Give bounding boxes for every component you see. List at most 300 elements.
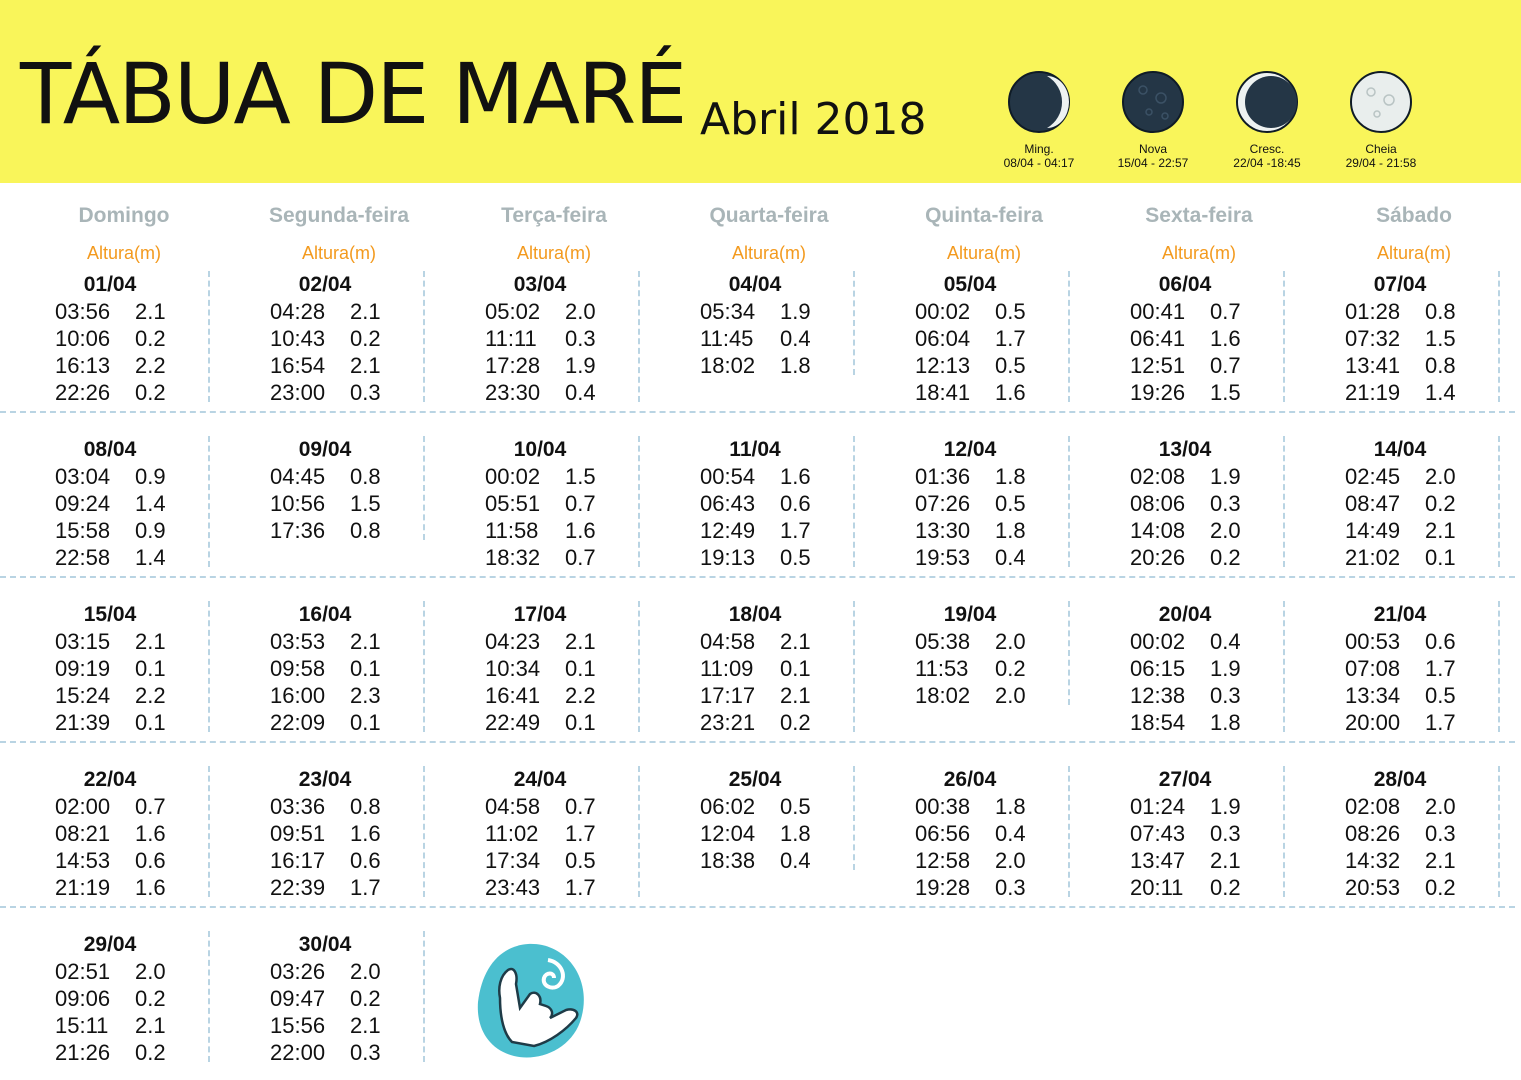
day-date: 16/04 [298, 603, 352, 626]
tide-time: 00:38 [915, 794, 971, 819]
moon-phase-name: Cheia [1365, 142, 1397, 156]
tide-time: 03:26 [270, 959, 326, 984]
tide-time: 03:56 [55, 299, 111, 324]
day-date: 22/04 [83, 768, 137, 791]
tide-time: 06:43 [700, 491, 756, 516]
column-divider [1068, 766, 1070, 897]
tide-time: 23:30 [485, 380, 541, 405]
tide-height: 2.1 [350, 353, 381, 378]
tide-time: 05:38 [915, 629, 971, 654]
moon-phase-full [1321, 70, 1441, 170]
tide-height: 1.6 [565, 518, 596, 543]
waning-moon-icon [1007, 70, 1071, 134]
tide-height: 0.1 [135, 710, 166, 735]
tide-time: 00:41 [1130, 299, 1186, 324]
tide-height: 0.4 [1210, 629, 1241, 654]
column-divider [853, 271, 855, 375]
height-label: Altura(m) [946, 243, 1021, 263]
column-divider [208, 436, 210, 567]
day-date: 30/04 [298, 933, 352, 956]
shaka-wave-logo-icon [470, 938, 590, 1067]
tide-time: 07:32 [1345, 326, 1401, 351]
tide-time: 01:24 [1130, 794, 1186, 819]
tide-entry [1317, 325, 1521, 352]
full-moon-icon [1349, 70, 1413, 134]
tide-height: 2.1 [1210, 848, 1241, 873]
tide-time: 02:08 [1130, 464, 1186, 489]
week-divider [0, 576, 1515, 578]
tide-height: 1.5 [350, 491, 381, 516]
tide-height: 0.2 [1425, 491, 1456, 516]
day-date: 06/04 [1158, 273, 1212, 296]
tide-height: 1.8 [780, 821, 811, 846]
column-divider [423, 931, 425, 1062]
tide-height: 1.6 [135, 875, 166, 900]
tide-height: 2.0 [135, 959, 166, 984]
column-divider [853, 436, 855, 567]
tide-height: 1.8 [995, 518, 1026, 543]
tide-height: 2.2 [565, 683, 596, 708]
tide-height: 0.5 [780, 545, 811, 570]
week-divider [0, 906, 1515, 908]
tide-time: 00:53 [1345, 629, 1401, 654]
column-divider [638, 436, 640, 567]
page-subtitle: Abril 2018 [700, 94, 927, 145]
moon-phase-waxing [1207, 70, 1327, 170]
tide-height: 1.9 [565, 353, 596, 378]
tide-entry [1317, 847, 1521, 874]
day-date: 26/04 [943, 768, 997, 791]
tide-height: 1.7 [350, 875, 381, 900]
tide-time: 12:58 [915, 848, 971, 873]
tide-entry [1317, 463, 1521, 490]
tide-time: 23:21 [700, 710, 756, 735]
column-divider [1283, 271, 1285, 402]
tide-time: 09:58 [270, 656, 326, 681]
tide-height: 0.7 [565, 794, 596, 819]
tide-time: 10:06 [55, 326, 111, 351]
tide-time: 15:11 [55, 1013, 109, 1038]
column-divider [1283, 766, 1285, 897]
height-label: Altura(m) [301, 243, 376, 263]
tide-height: 1.4 [135, 491, 166, 516]
tide-time: 22:58 [55, 545, 111, 570]
tide-height: 0.1 [565, 656, 596, 681]
tide-height: 1.6 [135, 821, 166, 846]
tide-entry [1317, 352, 1521, 379]
tide-time: 06:15 [1130, 656, 1186, 681]
tide-height: 0.2 [350, 326, 381, 351]
day-date: 03/04 [513, 273, 567, 296]
tide-time: 11:45 [700, 326, 754, 351]
tide-height: 2.0 [350, 959, 381, 984]
tide-height: 0.7 [135, 794, 166, 819]
header-banner [0, 0, 1521, 183]
tide-time: 18:38 [700, 848, 756, 873]
tide-height: 0.2 [135, 1040, 166, 1065]
day-date: 02/04 [298, 273, 352, 296]
tide-time: 14:53 [55, 848, 111, 873]
tide-time: 15:56 [270, 1013, 326, 1038]
tide-height: 0.1 [780, 656, 811, 681]
tide-height: 2.0 [995, 848, 1026, 873]
tide-time: 17:34 [485, 848, 541, 873]
tide-height: 0.8 [350, 794, 381, 819]
tide-time: 20:26 [1130, 545, 1186, 570]
tide-time: 04:58 [700, 629, 756, 654]
day-date: 17/04 [513, 603, 567, 626]
tide-time: 19:53 [915, 545, 971, 570]
tide-height: 0.5 [780, 794, 811, 819]
tide-time: 15:24 [55, 683, 111, 708]
tide-height: 2.0 [1425, 794, 1456, 819]
tide-time: 13:41 [1345, 353, 1401, 378]
column-divider [423, 271, 425, 402]
tide-height: 0.4 [780, 326, 811, 351]
tide-time: 13:34 [1345, 683, 1401, 708]
tide-height: 1.6 [780, 464, 811, 489]
tide-entry [1317, 682, 1521, 709]
tide-time: 10:43 [270, 326, 326, 351]
tide-height: 2.2 [135, 353, 166, 378]
column-divider [423, 601, 425, 732]
day-date: 21/04 [1373, 603, 1427, 626]
day-date: 15/04 [83, 603, 137, 626]
moon-phase-date: 29/04 - 21:58 [1345, 156, 1417, 170]
tide-time: 20:53 [1345, 875, 1401, 900]
tide-height: 1.5 [1210, 380, 1241, 405]
tide-time: 23:43 [485, 875, 541, 900]
tide-height: 1.7 [1425, 710, 1456, 735]
column-divider [638, 271, 640, 402]
new-moon-icon [1121, 70, 1185, 134]
tide-height: 1.7 [1425, 656, 1456, 681]
tide-entry [1317, 628, 1521, 655]
tide-entry [1317, 298, 1521, 325]
tide-height: 0.2 [135, 986, 166, 1011]
tide-entry [1317, 874, 1521, 901]
tide-height: 0.1 [565, 710, 596, 735]
tide-time: 06:56 [915, 821, 971, 846]
moon-phase-name: Ming. [1024, 142, 1054, 156]
tide-time: 09:19 [55, 656, 111, 681]
column-divider [1068, 601, 1070, 705]
tide-height: 2.0 [1425, 464, 1456, 489]
weekday-header: Sábado [1376, 204, 1452, 227]
tide-time: 15:58 [55, 518, 111, 543]
tide-time: 10:34 [485, 656, 541, 681]
day-date: 09/04 [298, 438, 352, 461]
tide-height: 2.1 [780, 629, 811, 654]
tide-time: 16:17 [270, 848, 326, 873]
tide-time: 05:34 [700, 299, 756, 324]
tide-height: 0.3 [565, 326, 596, 351]
tide-height: 0.2 [1210, 545, 1241, 570]
tide-height: 1.6 [1210, 326, 1241, 351]
tide-time: 04:58 [485, 794, 541, 819]
day-date: 28/04 [1373, 768, 1427, 791]
tide-height: 1.5 [1425, 326, 1456, 351]
tide-height: 1.7 [565, 821, 596, 846]
tide-time: 02:51 [55, 959, 111, 984]
tide-height: 0.1 [350, 656, 381, 681]
tide-height: 0.7 [565, 545, 596, 570]
tide-height: 0.3 [995, 875, 1026, 900]
tide-time: 22:00 [270, 1040, 326, 1065]
tide-height: 1.9 [780, 299, 811, 324]
tide-time: 04:23 [485, 629, 541, 654]
day-cell [1317, 766, 1521, 901]
day-date: 11/04 [729, 438, 781, 461]
tide-height: 1.6 [350, 821, 381, 846]
day-cell [1317, 436, 1521, 571]
tide-height: 2.1 [135, 629, 166, 654]
tide-time: 19:13 [700, 545, 756, 570]
tide-time: 13:47 [1130, 848, 1186, 873]
tide-time: 20:11 [1130, 875, 1184, 900]
tide-time: 07:43 [1130, 821, 1186, 846]
tide-time: 05:02 [485, 299, 541, 324]
tide-height: 1.5 [565, 464, 596, 489]
day-cell [1317, 601, 1521, 736]
column-divider [638, 601, 640, 732]
height-label: Altura(m) [1376, 243, 1451, 263]
day-cell [1317, 271, 1521, 406]
tide-height: 0.3 [1425, 821, 1456, 846]
column-divider [1068, 271, 1070, 402]
tide-height: 0.5 [565, 848, 596, 873]
tide-time: 11:02 [485, 821, 539, 846]
column-divider [1283, 601, 1285, 732]
tide-height: 0.3 [1210, 683, 1241, 708]
tide-time: 02:08 [1345, 794, 1401, 819]
tide-time: 09:51 [270, 821, 326, 846]
tide-time: 16:54 [270, 353, 326, 378]
tide-height: 0.2 [1210, 875, 1241, 900]
column-divider [1068, 436, 1070, 567]
height-label: Altura(m) [86, 243, 161, 263]
day-date: 07/04 [1373, 273, 1427, 296]
tide-height: 2.0 [995, 683, 1026, 708]
tide-time: 21:19 [1345, 380, 1401, 405]
day-date: 20/04 [1158, 603, 1212, 626]
tide-height: 1.8 [780, 353, 811, 378]
tide-height: 2.1 [135, 299, 166, 324]
tide-time: 00:54 [700, 464, 756, 489]
tide-entry [1317, 490, 1521, 517]
weekday-header: Sexta-feira [1145, 204, 1253, 227]
tide-height: 0.9 [135, 464, 166, 489]
day-date: 24/04 [513, 768, 567, 791]
page-title: TÁBUA DE MARÉ [20, 45, 686, 143]
day-date: 27/04 [1158, 768, 1212, 791]
tide-height: 0.2 [135, 380, 166, 405]
tide-height: 0.6 [350, 848, 381, 873]
tide-height: 0.3 [350, 380, 381, 405]
tide-height: 1.7 [565, 875, 596, 900]
tide-height: 0.6 [135, 848, 166, 873]
tide-height: 0.2 [1425, 875, 1456, 900]
tide-height: 2.1 [350, 1013, 381, 1038]
waxing-moon-icon [1235, 70, 1299, 134]
tide-time: 07:26 [915, 491, 971, 516]
tide-height: 0.8 [350, 518, 381, 543]
tide-time: 17:28 [485, 353, 541, 378]
tide-time: 17:17 [700, 683, 756, 708]
tide-time: 23:00 [270, 380, 326, 405]
tide-height: 1.9 [1210, 656, 1241, 681]
tide-height: 0.1 [135, 656, 166, 681]
day-date: 19/04 [943, 603, 997, 626]
tide-time: 04:45 [270, 464, 326, 489]
tide-height: 2.0 [1210, 518, 1241, 543]
tide-time: 11:09 [700, 656, 754, 681]
tide-time: 05:51 [485, 491, 541, 516]
moon-phase-date: 08/04 - 04:17 [1003, 156, 1075, 170]
tide-height: 0.5 [1425, 683, 1456, 708]
tide-height: 1.6 [995, 380, 1026, 405]
column-divider [853, 601, 855, 732]
tide-time: 21:19 [55, 875, 111, 900]
tide-height: 0.4 [995, 545, 1026, 570]
column-divider [853, 766, 855, 870]
day-date: 18/04 [728, 603, 782, 626]
tide-height: 0.6 [780, 491, 811, 516]
day-date: 01/04 [83, 273, 137, 296]
tide-time: 12:51 [1130, 353, 1186, 378]
tide-height: 0.2 [780, 710, 811, 735]
column-divider [1498, 601, 1500, 732]
day-date: 10/04 [513, 438, 567, 461]
tide-time: 03:04 [55, 464, 111, 489]
day-date: 13/04 [1158, 438, 1212, 461]
column-divider [208, 271, 210, 402]
tide-height: 2.0 [565, 299, 596, 324]
tide-time: 13:30 [915, 518, 971, 543]
tide-height: 0.5 [995, 299, 1026, 324]
column-divider [1498, 436, 1500, 567]
tide-time: 14:49 [1345, 518, 1401, 543]
tide-height: 0.2 [350, 986, 381, 1011]
tide-time: 22:09 [270, 710, 326, 735]
tide-time: 01:28 [1345, 299, 1401, 324]
tide-time: 12:38 [1130, 683, 1186, 708]
week-divider [0, 411, 1515, 413]
tide-height: 0.7 [1210, 353, 1241, 378]
moon-phase-name: Cresc. [1249, 142, 1285, 156]
tide-height: 0.7 [565, 491, 596, 516]
tide-time: 19:26 [1130, 380, 1186, 405]
tide-time: 16:41 [485, 683, 541, 708]
tide-height: 0.3 [350, 1040, 381, 1065]
day-date: 08/04 [83, 438, 137, 461]
tide-height: 0.9 [135, 518, 166, 543]
tide-height: 0.5 [995, 353, 1026, 378]
tide-height: 2.1 [565, 629, 596, 654]
tide-height: 0.2 [135, 326, 166, 351]
tide-height: 0.3 [1210, 491, 1241, 516]
tide-height: 0.5 [995, 491, 1026, 516]
tide-height: 1.8 [1210, 710, 1241, 735]
tide-entry [1317, 709, 1521, 736]
tide-height: 0.3 [1210, 821, 1241, 846]
tide-entry [1317, 820, 1521, 847]
tide-time: 11:11 [485, 326, 537, 351]
moon-phase-name: Nova [1138, 142, 1167, 156]
tide-time: 08:21 [55, 821, 111, 846]
tide-height: 0.8 [1425, 299, 1456, 324]
tide-time: 22:26 [55, 380, 111, 405]
height-label: Altura(m) [1161, 243, 1236, 263]
tide-height: 1.8 [995, 794, 1026, 819]
tide-time: 18:02 [700, 353, 756, 378]
day-date: 12/04 [943, 438, 997, 461]
weekday-header: Quarta-feira [709, 204, 829, 227]
tide-time: 04:28 [270, 299, 326, 324]
column-divider [638, 766, 640, 897]
tide-time: 09:47 [270, 986, 326, 1011]
tide-time: 12:13 [915, 353, 971, 378]
tide-time: 06:41 [1130, 326, 1186, 351]
tide-time: 19:28 [915, 875, 971, 900]
tide-time: 18:41 [915, 380, 971, 405]
tide-time: 11:53 [915, 656, 969, 681]
day-date: 29/04 [83, 933, 137, 956]
day-date: 14/04 [1373, 438, 1427, 461]
column-divider [1498, 766, 1500, 897]
height-label: Altura(m) [731, 243, 806, 263]
tide-entry [1317, 793, 1521, 820]
tide-entry [1317, 517, 1521, 544]
tide-height: 1.9 [1210, 794, 1241, 819]
tide-time: 20:00 [1345, 710, 1401, 735]
tide-time: 18:54 [1130, 710, 1186, 735]
tide-time: 06:04 [915, 326, 971, 351]
tide-time: 01:36 [915, 464, 971, 489]
moon-phase-waning [979, 70, 1099, 170]
tide-height: 0.8 [1425, 353, 1456, 378]
tide-time: 03:15 [55, 629, 111, 654]
tide-time: 02:00 [55, 794, 111, 819]
tide-height: 1.8 [995, 464, 1026, 489]
tide-time: 16:13 [55, 353, 111, 378]
column-divider [423, 436, 425, 540]
tide-time: 08:06 [1130, 491, 1186, 516]
tide-time: 02:45 [1345, 464, 1401, 489]
week-divider [0, 741, 1515, 743]
tide-time: 11:58 [485, 518, 539, 543]
moon-phase-new [1093, 70, 1213, 170]
tide-height: 2.1 [350, 299, 381, 324]
tide-entry [1317, 655, 1521, 682]
tide-time: 09:06 [55, 986, 111, 1011]
tide-time: 03:53 [270, 629, 326, 654]
tide-time: 12:49 [700, 518, 756, 543]
tide-height: 1.7 [780, 518, 811, 543]
tide-height: 0.7 [1210, 299, 1241, 324]
tide-height: 2.1 [1425, 848, 1456, 873]
tide-time: 08:47 [1345, 491, 1401, 516]
column-divider [423, 766, 425, 897]
tide-height: 2.1 [1425, 518, 1456, 543]
column-divider [208, 931, 210, 1062]
tide-time: 08:26 [1345, 821, 1401, 846]
weekday-header: Segunda-feira [268, 204, 410, 227]
tide-height: 2.1 [350, 629, 381, 654]
column-divider [1498, 271, 1500, 402]
tide-height: 0.1 [1425, 545, 1456, 570]
tide-time: 10:56 [270, 491, 326, 516]
